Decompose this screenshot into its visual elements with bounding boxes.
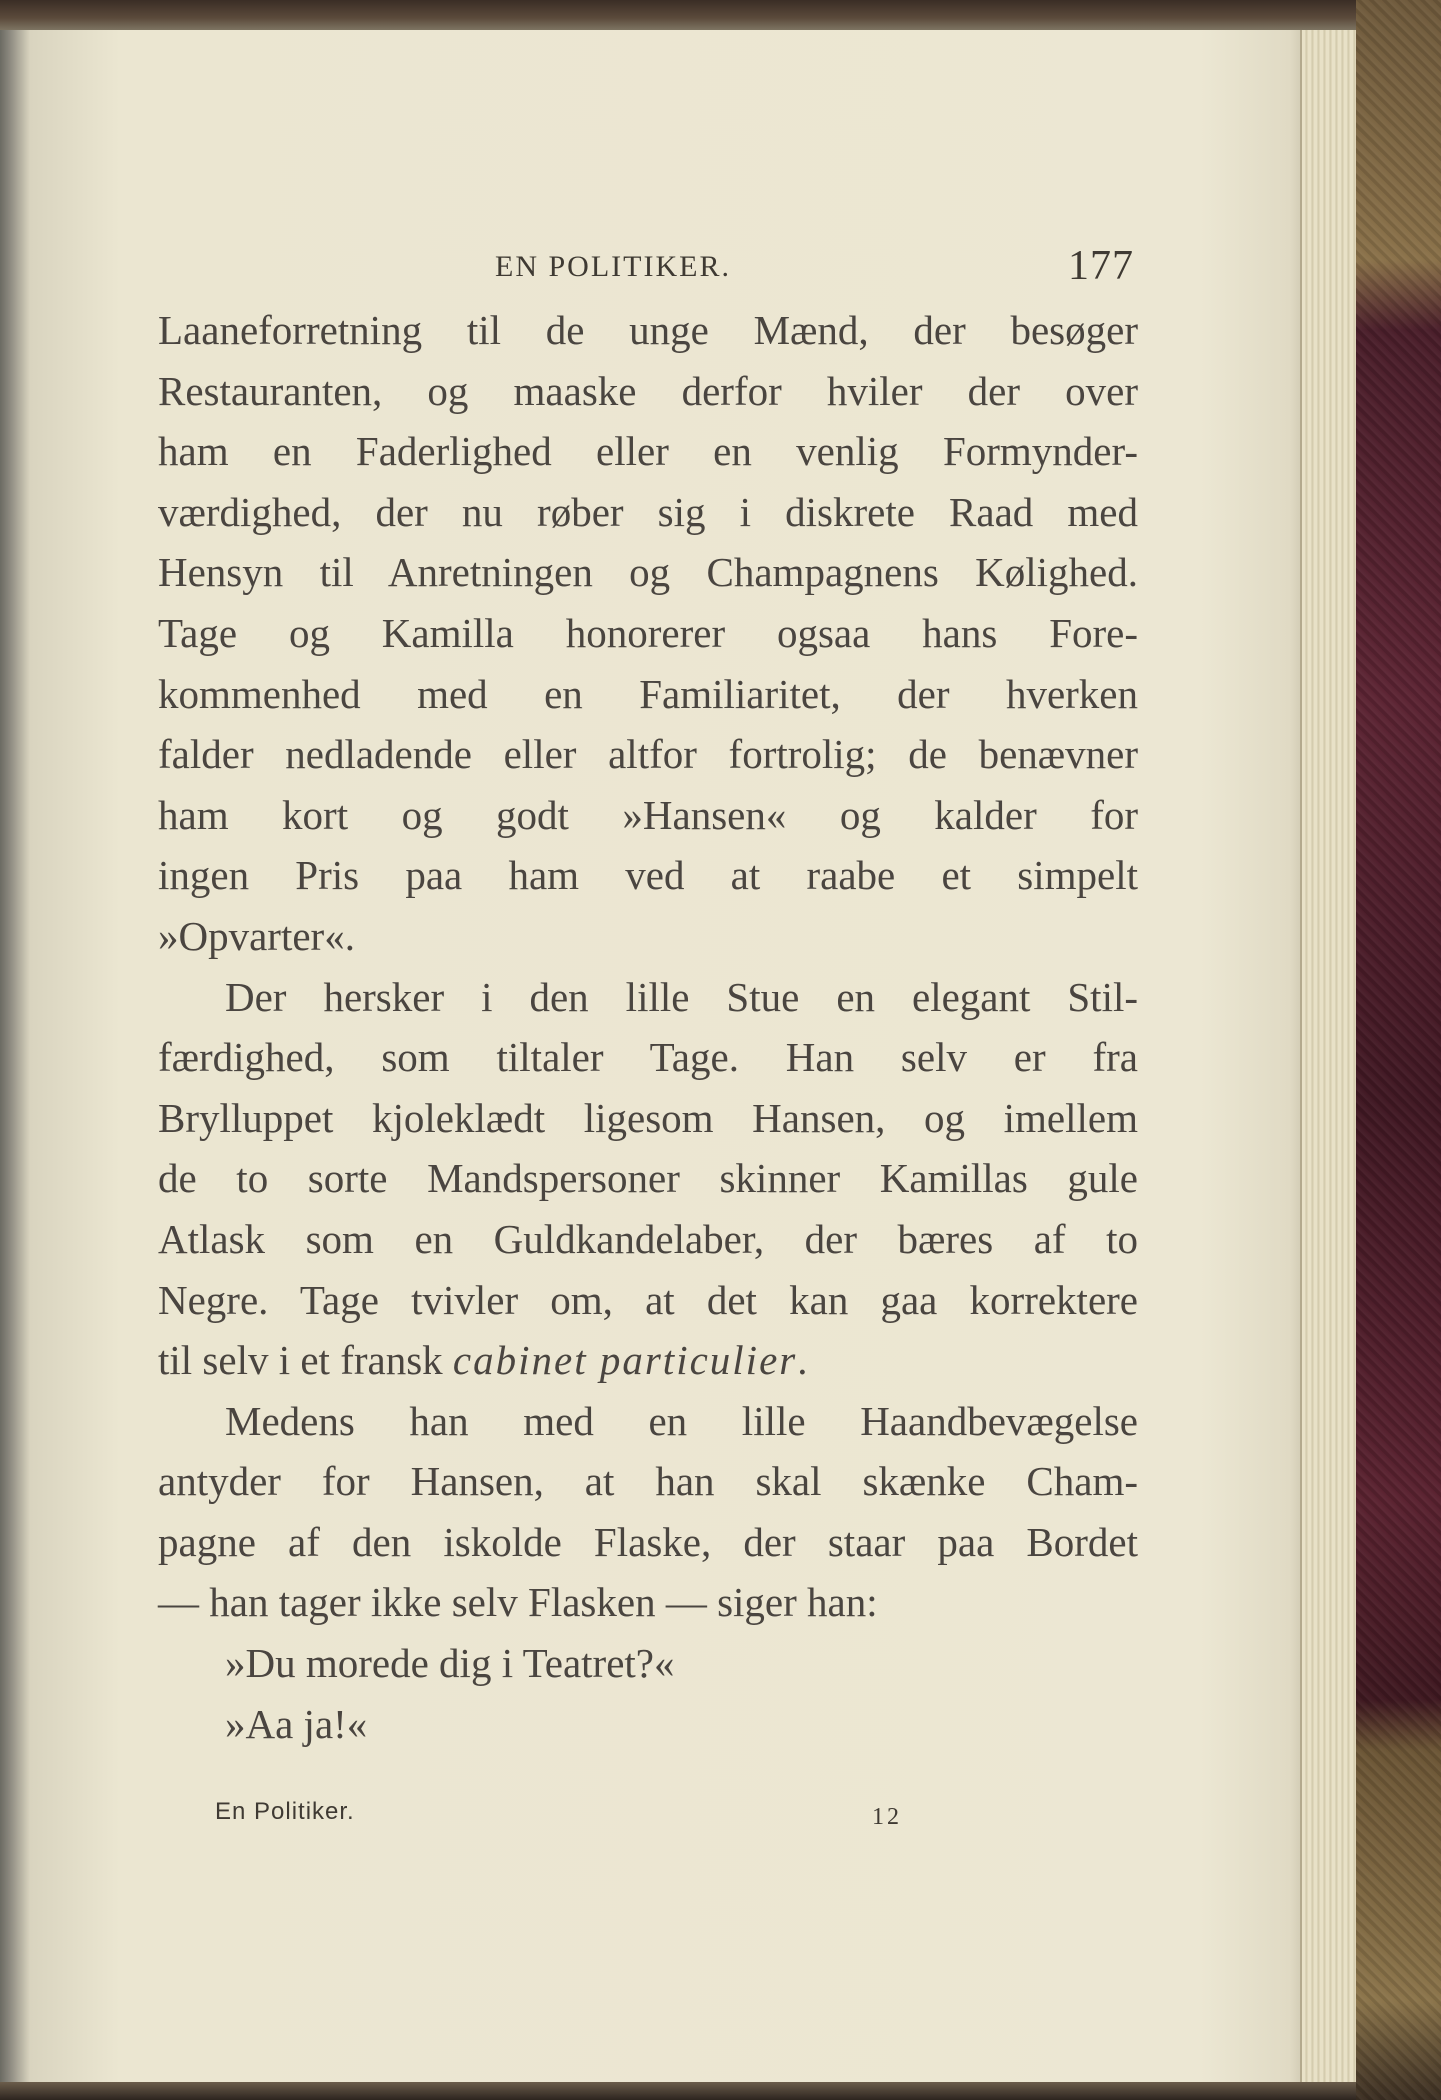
book-top-edge <box>0 0 1441 30</box>
cover-marbling <box>1356 0 1441 2100</box>
paragraph-4 <box>158 1633 1138 1694</box>
text-line: ham kort og godt »Hansen« og kalder for <box>158 791 1138 838</box>
text-line: — han tager ikke selv Flasken — siger han: <box>158 1579 878 1626</box>
text-line: Negre. Tage tvivler om, at det kan gaa korrektere <box>158 1276 1138 1323</box>
text-line: Brylluppet kjoleklædt ligesom Hansen, og imellem <box>158 1094 1138 1141</box>
page-footer <box>40 1798 1300 1848</box>
text-line: »Opvarter«. <box>158 912 355 959</box>
text-line: Der hersker i den lille Stue en elegant Stil- <box>225 973 1138 1020</box>
running-head <box>40 222 1300 289</box>
text-line: færdighed, som tiltaler Tage. Han selv er fra <box>158 1034 1138 1081</box>
italic-phrase: cabinet particulier <box>452 1337 798 1384</box>
page-fore-edge <box>1300 30 1358 2082</box>
dialogue-line: »Aa ja!« <box>225 1700 368 1747</box>
paragraph-2 <box>158 967 1138 1391</box>
paragraph-1 <box>158 300 1138 967</box>
text-line: falder nedladende eller altfor fortrolig; de benævner <box>158 731 1138 778</box>
text-line: ingen Pris paa ham ved at raabe et simpelt <box>158 852 1138 899</box>
running-head-title: EN POLITIKER. <box>495 250 731 283</box>
text-segment: til selv i et fransk <box>158 1337 453 1384</box>
text-line: antyder for Hansen, at han skal skænke Cham- <box>158 1458 1138 1505</box>
text-line: Restauranten, og maaske derfor hviler der over <box>158 367 1138 414</box>
text-line: værdighed, der nu røber sig i diskrete Raad med <box>158 488 1138 535</box>
text-line: Tage og Kamilla honorerer ogsaa hans Fore- <box>158 609 1138 656</box>
text-line: Medens han med en lille Haandbevægelse <box>225 1397 1138 1444</box>
text-line: Hensyn til Anretningen og Champagnens Kølighed. <box>158 549 1138 596</box>
text-line: de to sorte Mandspersoner skinner Kamillas gule <box>158 1155 1138 1202</box>
text-line: pagne af den iskolde Flaske, der staar paa Bordet <box>158 1518 1138 1565</box>
text-line: Atlask som en Guldkandelaber, der bæres af to <box>158 1215 1138 1262</box>
text-segment: . <box>797 1337 808 1384</box>
book-bottom-edge <box>0 2082 1441 2100</box>
signature-mark: 12 <box>872 1804 902 1830</box>
book-page <box>40 30 1300 2082</box>
dialogue-line: »Du morede dig i Teatret?« <box>225 1640 675 1687</box>
text-line <box>158 1330 1138 1391</box>
paragraph-5 <box>158 1694 1138 1755</box>
paragraph-3 <box>158 1391 1138 1633</box>
text-line: kommenhed med en Familiaritet, der hverken <box>158 670 1138 717</box>
footer-title: En Politiker. <box>215 1798 355 1825</box>
text-line: Laaneforretning til de unge Mænd, der besøger <box>158 307 1138 353</box>
text-line: ham en Faderlighed eller en venlig Formynder- <box>158 428 1138 475</box>
body-text <box>158 300 1138 1754</box>
page-number: 177 <box>1068 243 1134 289</box>
